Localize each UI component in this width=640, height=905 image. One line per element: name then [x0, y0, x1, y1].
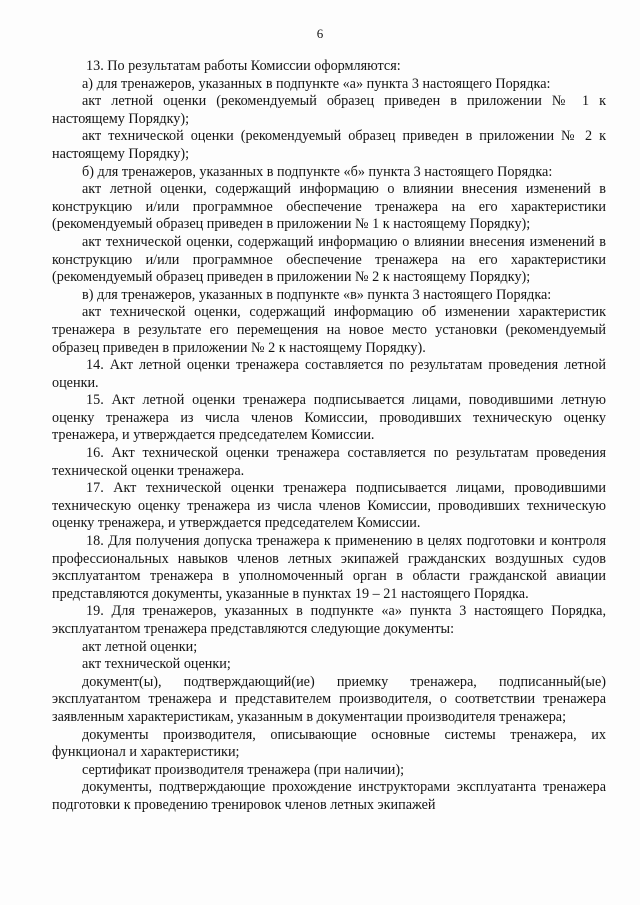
paragraph-16: 16. Акт технической оценки тренажера составляется по результатам проведения технической оценки тренажера. [52, 445, 606, 479]
list-item: документы, подтверждающие прохождение инструкторами эксплуатанта тренажера подготовки к проведению тренировок членов летных экипажей [52, 779, 606, 813]
list-item: акт технической оценки; [82, 656, 231, 673]
list-item: сертификат производителя тренажера (при наличии); [82, 761, 405, 778]
paragraph-13: 13. По результатам работы Комиссии оформляются: [86, 58, 401, 74]
document-body [52, 58, 606, 815]
subitem-a: а) для тренажеров, указанных в подпункте «а» пункта 3 настоящего Порядка: [82, 75, 551, 92]
paragraph-19: 19. Для тренажеров, указанных в подпункте «а» пункта 3 настоящего Порядка, эксплуатантом тренажера представляются следующие документы: [52, 603, 606, 637]
list-item: акт технической оценки, содержащий информацию о влиянии внесения изменений в конструкцию и/или программное обеспечение тренажера на его характеристики (рекомендуемый образец приведен в приложении № 2 к настоящему Порядку); [52, 233, 606, 286]
subitem-v: в) для тренажеров, указанных в подпункте «в» пункта 3 настоящего Порядка: [82, 286, 552, 303]
list-item: документы производителя, описывающие основные системы тренажера, их функционал и характеристики; [52, 726, 606, 761]
page-number: 6 [316, 26, 324, 41]
paragraph-14: 14. Акт летной оценки тренажера составляется по результатам проведения летной оценки. [52, 357, 606, 391]
list-item: акт летной оценки (рекомендуемый образец приведен в приложении № 1 к настоящему Порядку); [52, 93, 606, 127]
paragraph-18: 18. Для получения допуска тренажера к применению в целях подготовки и контроля профессиональных навыков членов летных экипажей гражданских воздушных судов эксплуатантом тренажера в уполномоченный орган в области гражданской авиации представляются документы, указанные в пунктах 19 – 21 настоящего Порядка. [52, 533, 606, 602]
list-item: акт технической оценки, содержащий информацию об изменении характеристик тренажера в результате его перемещения на новое место установки (рекомендуемый образец приведен в приложении № 2 к настоящему Порядку). [52, 304, 606, 356]
list-item: акт технической оценки (рекомендуемый образец приведен в приложении № 2 к настоящему Порядку); [52, 128, 606, 162]
list-item: акт летной оценки, содержащий информацию о влиянии внесения изменений в конструкцию и/или программное обеспечение тренажера на его характеристики (рекомендуемый образец приведен в приложении № 1 к настоящему Порядку); [52, 181, 606, 233]
paragraph-17: 17. Акт технической оценки тренажера подписывается лицами, проводившими техническую оценку тренажера из числа членов Комиссии, проводивших техническую оценку тренажера, и утверждается председателем Комиссии. [52, 480, 606, 532]
subitem-b: б) для тренажеров, указанных в подпункте «б» пункта 3 настоящего Порядка: [82, 163, 553, 180]
paragraph-15: 15. Акт летной оценки тренажера подписывается лицами, поводившими летную оценку тренажера из числа членов Комиссии, проводивших техническую оценку тренажера, и утверждается председателем Комиссии. [52, 392, 606, 444]
list-item: акт летной оценки; [82, 638, 198, 655]
list-item: документ(ы), подтверждающий(ие) приемку тренажера, подписанный(ые) эксплуатантом тренажера и представителем производителя, о соответствии тренажера заявленным характеристикам, указанным в документации производителя тренажера; [52, 673, 606, 725]
